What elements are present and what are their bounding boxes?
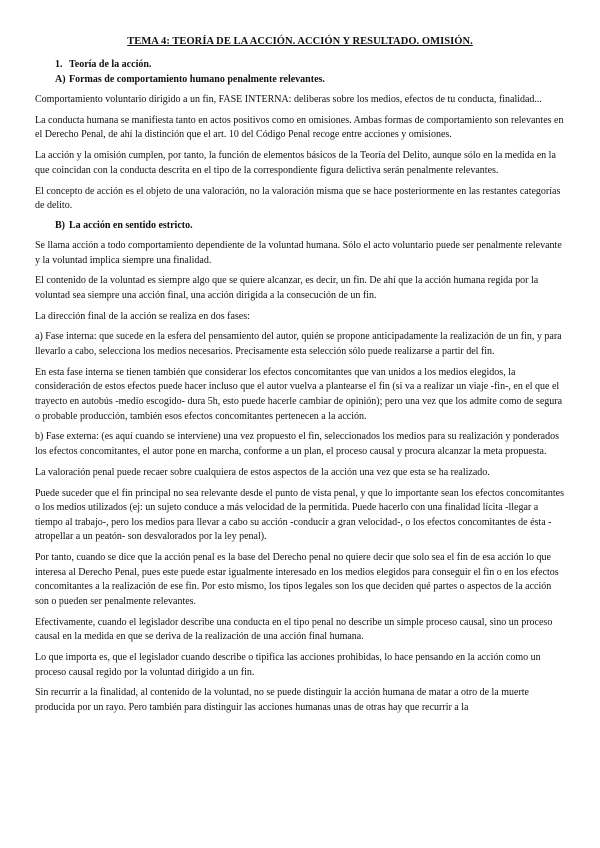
subsection-heading-b xyxy=(55,220,565,231)
section-heading-1 xyxy=(55,59,565,70)
paragraph: b) Fase externa: (es aquí cuando se interviene) una vez propuesto el fin, seleccionados los medios para su realización y ponderados los efectos concomitantes, el autor pone en marcha, conforme a un plan, el proceso causal y procura alcanzar la meta propuesta. xyxy=(35,431,559,457)
paragraph: Por tanto, cuando se dice que la acción penal es la base del Derecho penal no quiere decir que solo sea el fin de esa acción lo que interesa al Derecho Penal, pues este puede estar igualmente interesado en los medios elegidos para conseguir el fin o en los efectos concomitantes a la realización de ese fin. Por esto mismo, los tipos legales son los que deciden qué partes o aspectos de la acción son o pueden ser penalmente relevantes. xyxy=(35,552,559,607)
paragraph: Sin recurrir a la finalidad, al contenido de la voluntad, no se puede distinguir la acción humana de matar a otro de la muerte producida por un rayo. Pero también para distinguir las acciones humanas unas de otras hay que recurrir a la xyxy=(35,687,529,713)
paragraph: Lo que importa es, que el legislador cuando describe o tipifica las acciones prohibidas, lo hace pensando en la acción como un proceso causal regido por la voluntad dirigido a un fin. xyxy=(35,652,541,678)
paragraph: En esta fase interna se tienen también que considerar los efectos concomitantes que van unidos a los medios elegidos, la consideración de estos efectos puede hacer incluso que el autor vuelva a plantearse el fin (si va a realizar un viaje -fin-, en el que el trayecto en autobús -medio escogido- dura 5h, esto puede hacerle cambiar de opinión); pero una vez que los admite como de segura o probable producción, también esos efectos concomitantes pertenecen a la acción. xyxy=(35,366,563,422)
subsection-label: La acción en sentido estricto. xyxy=(69,219,193,231)
subsection-heading-a xyxy=(55,74,565,85)
paragraph: Puede suceder que el fin principal no sea relevante desde el punto de vista penal, y que lo importante sean los efectos concomitantes o los medios utilizados (ej: un sujeto conduce a más velocidad de la permitida. Puede hacerlo con una finalidad lícita -llegar a tiempo al trabajo-, pero los medios para llevar a cabo su acción -conducir a gran velocidad-, o los efectos concomitantes de ésta -atropellar a un peatón- son desvalorados por la ley penal). xyxy=(35,487,564,543)
paragraph: Efectivamente, cuando el legislador describe una conducta en el tipo penal no describe un simple proceso causal, sino un proceso causal en la medida en que se deriva de la realización de una acción final humana. xyxy=(35,616,553,643)
document-title: TEMA 4: TEORÍA DE LA ACCIÓN. ACCIÓN Y RESULTADO. OMISIÓN. xyxy=(127,36,473,47)
paragraph: La conducta humana se manifiesta tanto en actos positivos como en omisiones. Ambas formas de comportamiento son relevantes en el Derecho Penal, de ahí la distinción que el art. 10 del Código Penal recoge entre acciones y omisiones. xyxy=(35,114,564,141)
paragraph: El contenido de la voluntad es siempre algo que se quiere alcanzar, es decir, un fin. De ahí que la acción humana regida por la voluntad sea siempre una acción final, una acción dirigida a la consecución de un fin. xyxy=(35,275,539,301)
subsection-letter: A) xyxy=(55,74,66,85)
paragraph: Se llama acción a todo comportamiento dependiente de la voluntad humana. Sólo el acto voluntario puede ser penalmente relevante y la voluntad implica siempre una finalidad. xyxy=(35,239,562,266)
subsection-label: Formas de comportamiento humano penalmente relevantes. xyxy=(69,74,325,85)
paragraph: La valoración penal puede recaer sobre cualquiera de estos aspectos de la acción una vez que esta se ha realizado. xyxy=(35,466,490,478)
paragraph: El concepto de acción es el objeto de una valoración, no la valoración misma que se hace posteriormente en las restantes categorías de delito. xyxy=(35,185,561,212)
paragraph: La dirección final de la acción se realiza en dos fases: xyxy=(35,310,250,322)
section-label: Teoría de la acción. xyxy=(69,59,152,70)
paragraph: a) Fase interna: que sucede en la esfera del pensamiento del autor, quién se propone anticipadamente la realización de un fin, y para llevarlo a cabo, selecciona los medios necesarios. Precisamente esta selección sólo puede realizarse a partir del fin. xyxy=(35,331,562,358)
paragraph: La acción y la omisión cumplen, por tanto, la función de elementos básicos de la Teoría del Delito, aunque sólo en la medida en la que coincidan con la conducta descrita en el tipo de la correspondiente figura delictiva serán penalmente relevantes. xyxy=(35,150,556,176)
paragraph: Comportamiento voluntario dirigido a un fin, FASE INTERNA: deliberas sobre los medios, efectos de tu conducta, finalidad... xyxy=(35,94,542,105)
section-number: 1. xyxy=(55,59,63,70)
subsection-letter: B) xyxy=(55,219,65,231)
